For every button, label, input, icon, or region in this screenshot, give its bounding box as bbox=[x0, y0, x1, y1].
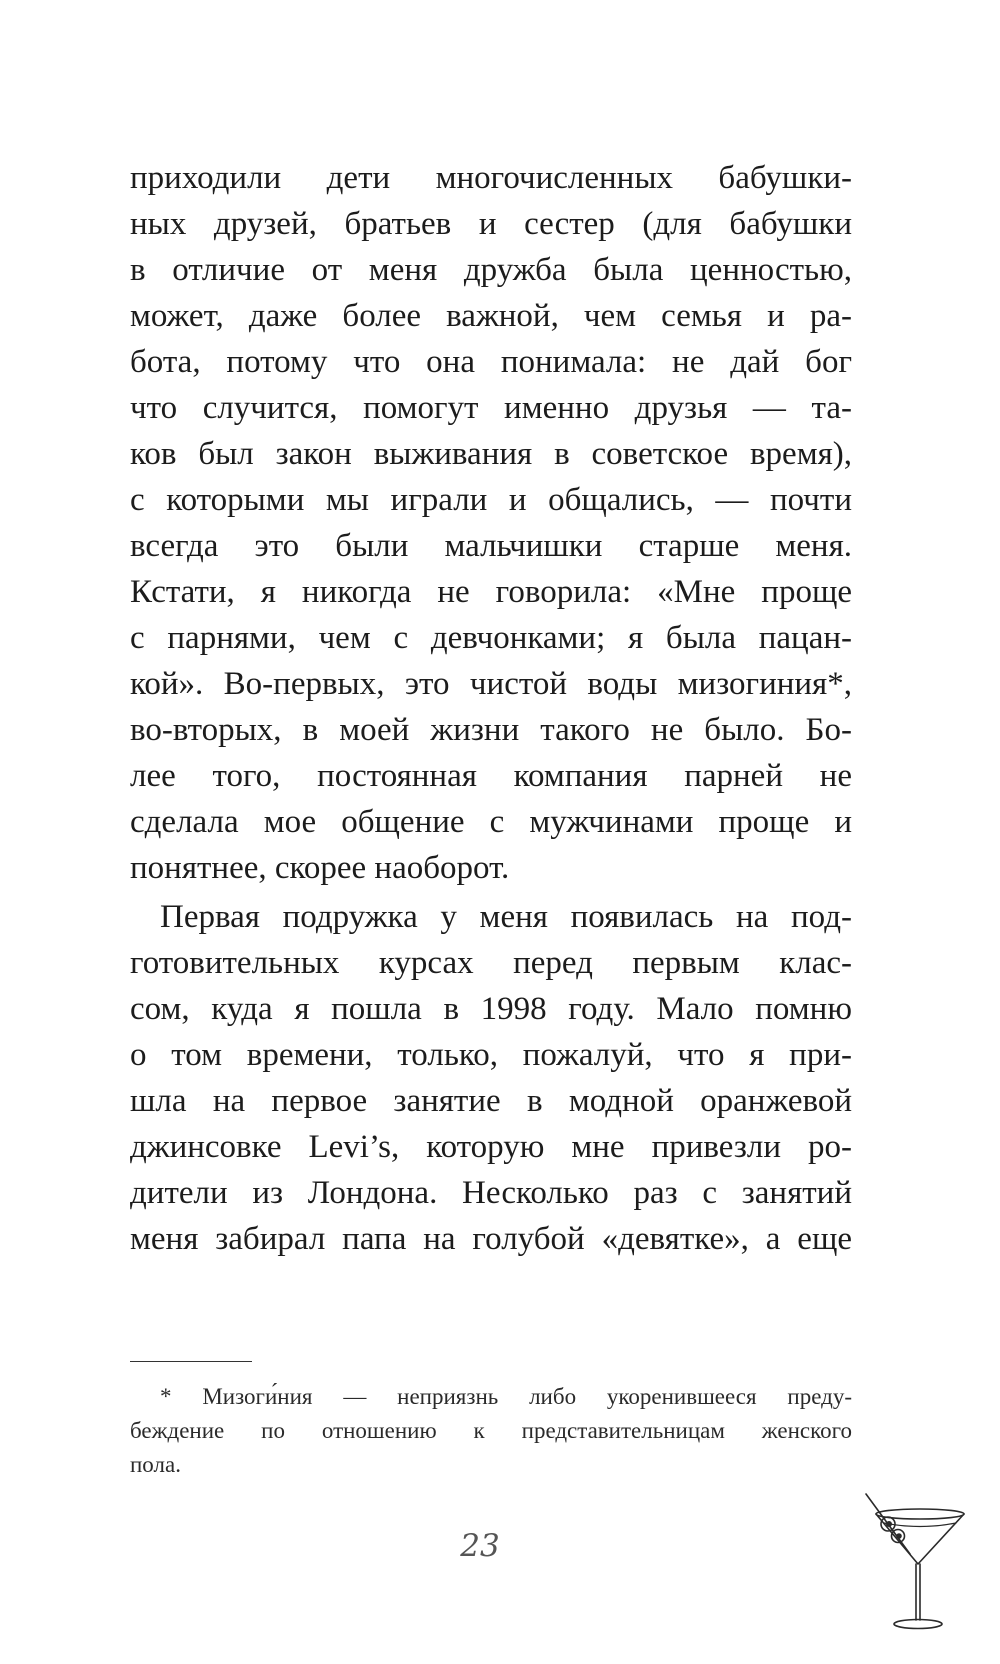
text-line: о том времени, только, пожалуй, что я при- bbox=[130, 1037, 852, 1073]
text-line: всегда это были мальчишки старше меня. bbox=[130, 528, 852, 564]
text-line: бота, потому что она понимала: не дай бог bbox=[130, 344, 852, 380]
text-line: готовительных курсах перед первым клас- bbox=[130, 945, 852, 981]
text-line: с которыми мы играли и общались, — почти bbox=[130, 482, 852, 518]
footnote-line: * Мизоги́ния — неприязнь либо укоренившееся преду- bbox=[160, 1384, 852, 1409]
text-line: сделала мое общение с мужчинами проще и bbox=[130, 804, 852, 840]
text-line: лее того, постоянная компания парней не bbox=[130, 758, 852, 794]
page-number: 23 bbox=[460, 1528, 500, 1564]
text-line: приходили дети многочисленных бабушки- bbox=[130, 160, 852, 196]
footnote-line: беждение по отношению к представительницам женского bbox=[130, 1418, 852, 1443]
text-line: ков был закон выживания в советское время), bbox=[130, 436, 852, 472]
text-line: с парнями, чем с девчонками; я была пацан- bbox=[130, 620, 852, 656]
footnote-divider bbox=[130, 1361, 252, 1362]
text-line: Первая подружка у меня появилась на под- bbox=[160, 899, 852, 935]
martini-glass-icon bbox=[862, 1492, 970, 1634]
text-line: ных друзей, братьев и сестер (для бабушки bbox=[130, 206, 852, 242]
text-line: во-вторых, в моей жизни такого не было. Бо- bbox=[130, 712, 852, 748]
text-line: меня забирал папа на голубой «девятке», а еще bbox=[130, 1221, 852, 1257]
text-line: дители из Лондона. Несколько раз с занятий bbox=[130, 1175, 852, 1211]
text-line: может, даже более важной, чем семья и ра- bbox=[130, 298, 852, 334]
text-line: понятнее, скорее наоборот. bbox=[130, 850, 510, 886]
text-line: Кстати, я никогда не говорила: «Мне проще bbox=[130, 574, 852, 610]
text-line: сом, куда я пошла в 1998 году. Мало помню bbox=[130, 991, 852, 1027]
text-line: шла на первое занятие в модной оранжевой bbox=[130, 1083, 852, 1119]
text-line: в отличие от меня дружба была ценностью, bbox=[130, 252, 852, 288]
text-line: кой». Во-первых, это чистой воды мизогиния*, bbox=[130, 666, 852, 702]
text-line: что случится, помогут именно друзья — та- bbox=[130, 390, 852, 426]
footnote-line: пола. bbox=[130, 1452, 181, 1477]
text-line: джинсовке Levi’s, которую мне привезли ро- bbox=[130, 1129, 852, 1165]
